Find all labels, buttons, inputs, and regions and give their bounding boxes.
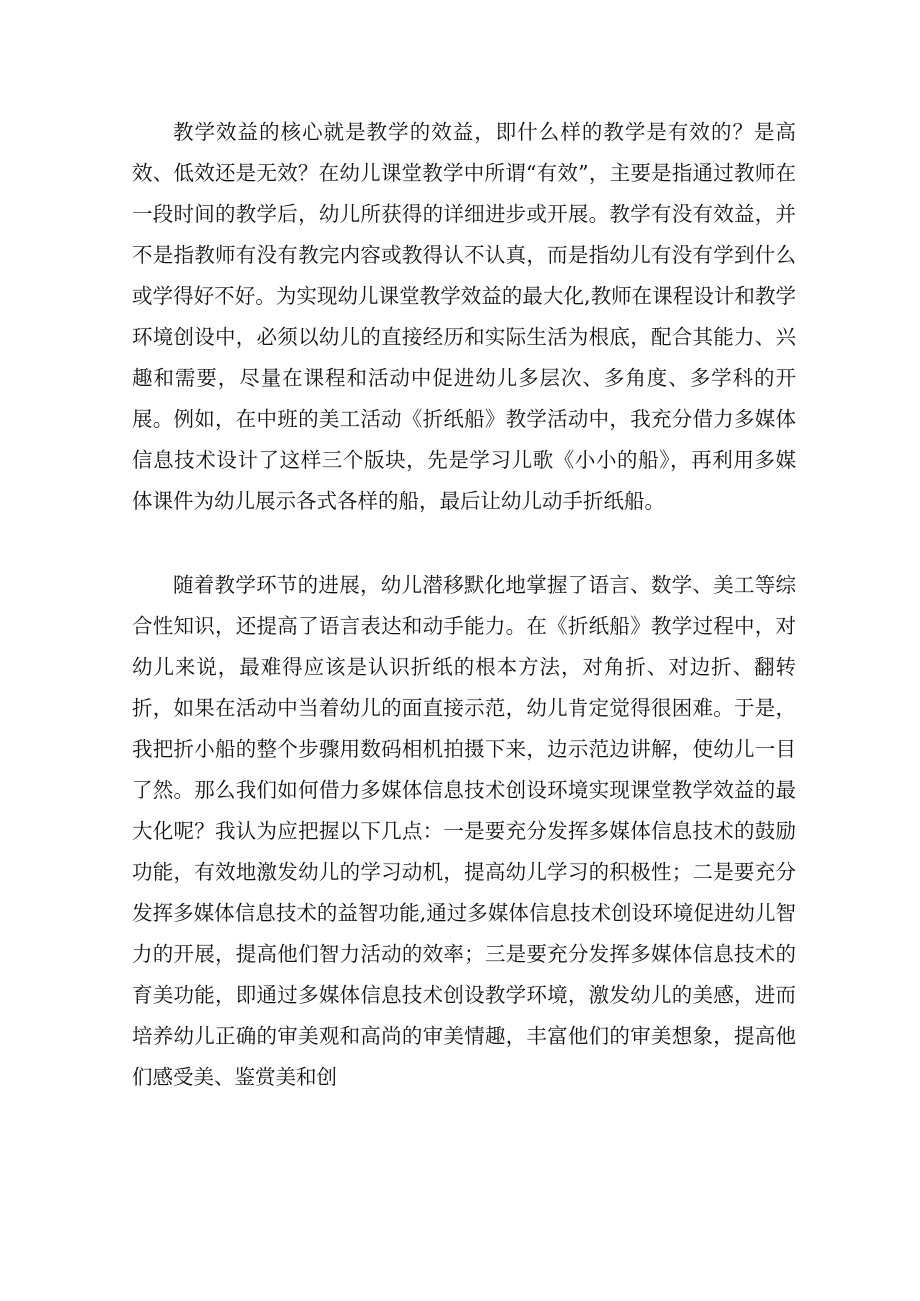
paragraph-2: 随着教学环节的进展，幼儿潜移默化地掌握了语言、数学、美工等综合性知识，还提高了语言表达和动手能力。在《折纸船》教学过程中，对幼儿来说，最难得应该是认识折纸的根本方法，对角折、对边折、翻转折，如果在活动中当着幼儿的面直接示范，幼儿肯定觉得很困难。于是，我把折小船的整个步骤用数码相机拍摄下来，边示范边讲解，使幼儿一目了然。那么我们如何借力多媒体信息技术创设环境实现课堂教学效益的最大化呢？我认为应把握以下几点：一是要充分发挥多媒体信息技术的鼓励功能，有效地激发幼儿的学习动机，提高幼儿学习的积极性；二是要充分发挥多媒体信息技术的益智功能,通过多媒体信息技术创设环境促进幼儿智力的开展，提高他们智力活动的效率；三是要充分发挥多媒体信息技术的育美功能，即通过多媒体信息技术创设教学环境，激发幼儿的美感，进而培养幼儿正确的审美观和高尚的审美情趣，丰富他们的审美想象，提高他们感受美、鉴赏美和创	[132, 573, 796, 1089]
document-body	[132, 112, 796, 1098]
paragraph-1: 教学效益的核心就是教学的效益，即什么样的教学是有效的？是高效、低效还是无效？在幼儿课堂教学中所谓“有效”，主要是指通过教师在一段时间的教学后，幼儿所获得的详细进步或开展。教学有没有效益，并不是指教师有没有教完内容或教得认不认真，而是指幼儿有没有学到什么或学得好不好。为实现幼儿课堂教学效益的最大化,教师在课程设计和教学环境创设中，必须以幼儿的直接经历和实际生活为根底，配合其能力、兴趣和需要，尽量在课程和活动中促进幼儿多层次、多角度、多学科的开展。例如，在中班的美工活动《折纸船》教学活动中，我充分借力多媒体信息技术设计了这样三个版块，先是学习儿歌《小小的船》，再利用多媒体课件为幼儿展示各式各样的船，最后让幼儿动手折纸船。	[132, 120, 796, 513]
